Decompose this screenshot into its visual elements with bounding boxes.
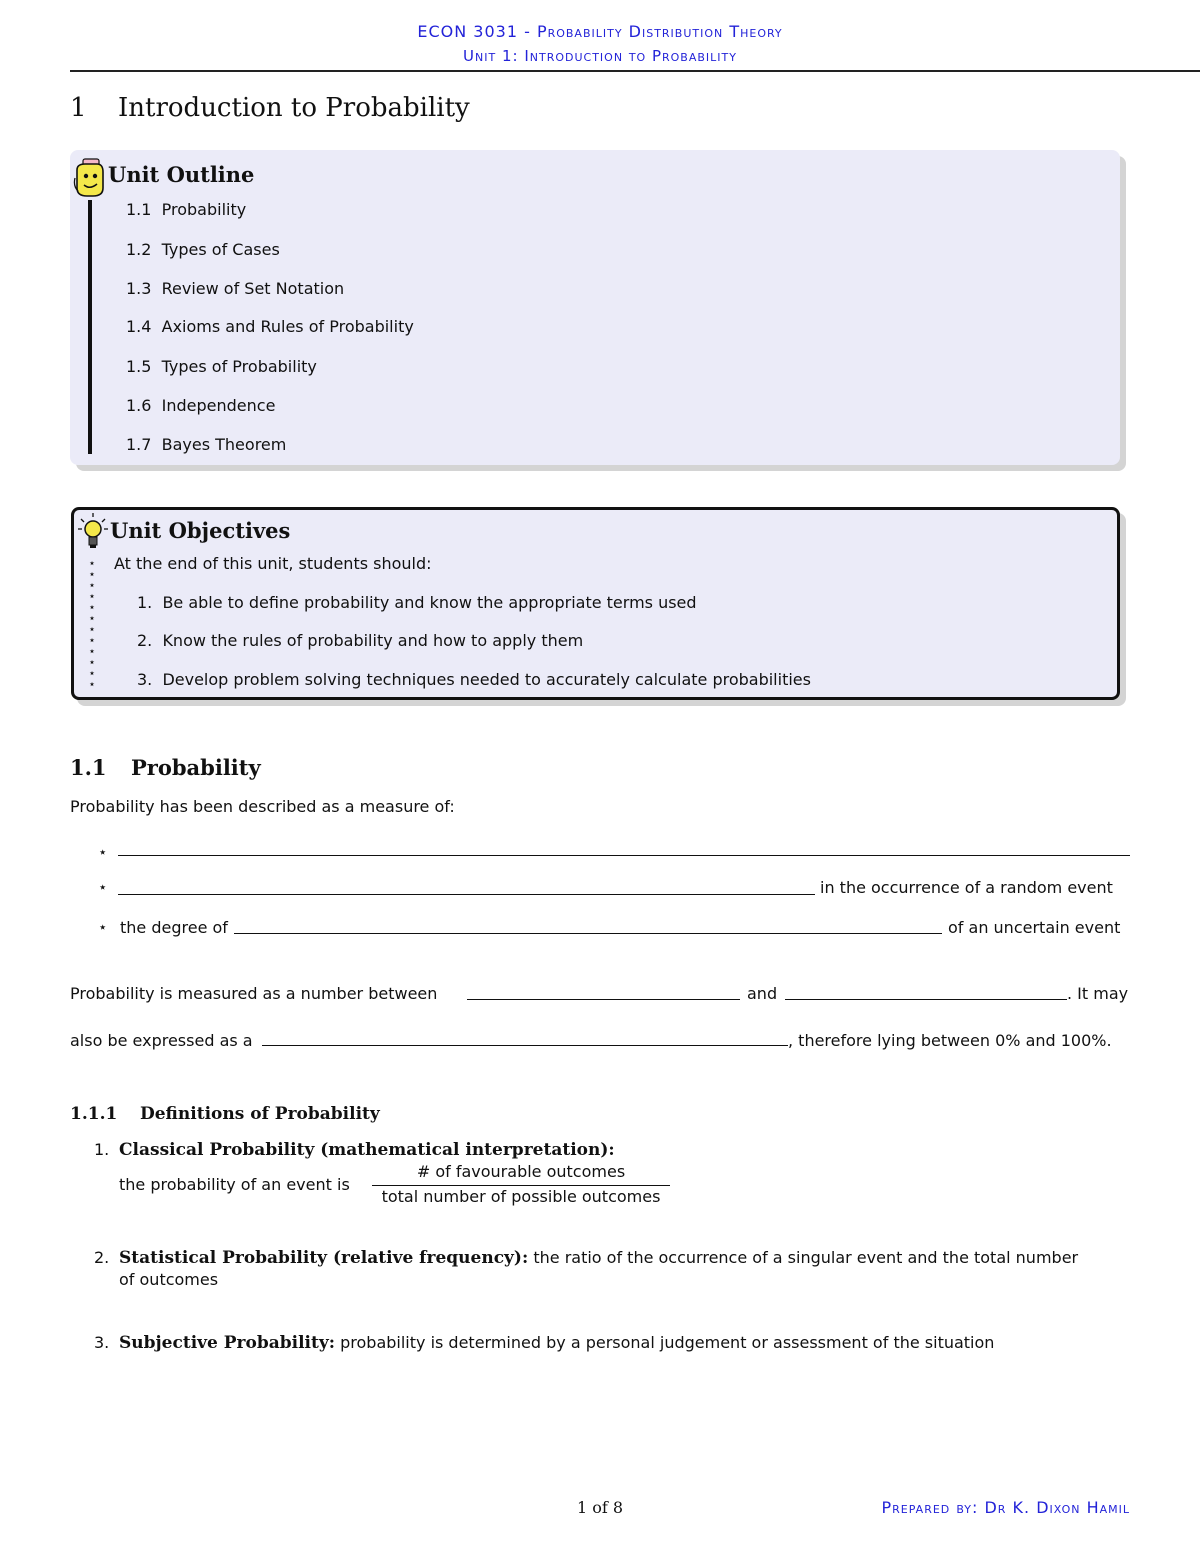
fraction-denominator: total number of possible outcomes: [381, 1187, 661, 1206]
outline-item-number: 1.7: [126, 435, 152, 454]
bullet-star-icon: ⋆: [98, 843, 108, 861]
definition-number: 3.: [94, 1333, 110, 1352]
definition-body: probability is determined by a personal judgement or assessment of the situation: [340, 1333, 995, 1352]
subsection-number: 1.1: [70, 755, 107, 780]
objective-item: [137, 670, 811, 689]
outline-item-number: 1.3: [126, 279, 152, 298]
outline-item-label: Axioms and Rules of Probability: [161, 317, 414, 336]
objectives-star-border: ⋆ ⋆ ⋆ ⋆ ⋆ ⋆ ⋆ ⋆ ⋆ ⋆ ⋆ ⋆: [88, 556, 96, 691]
subsubsection-title: Definitions of Probability: [140, 1104, 380, 1124]
outline-item-number: 1.2: [126, 240, 152, 259]
outline-item[interactable]: [126, 317, 414, 336]
outline-item-number: 1.5: [126, 357, 152, 376]
outline-item-label: Types of Cases: [161, 240, 280, 259]
objectives-intro: At the end of this unit, students should:: [114, 554, 432, 573]
outline-item-number: 1.6: [126, 396, 152, 415]
bullet3-suffix: of an uncertain event: [948, 918, 1121, 937]
definition-paragraph: [119, 1247, 1131, 1269]
subsection-heading: [70, 755, 261, 780]
objective-text: Be able to define probability and know the appropriate terms used: [162, 593, 697, 612]
definition-term: Statistical Probability (relative frequency):: [119, 1248, 529, 1268]
bullet-star-icon: ⋆: [98, 878, 108, 896]
bullet3-prefix: the degree of: [120, 918, 228, 937]
outline-item-label: Probability: [161, 200, 247, 219]
definition-term: Classical Probability (mathematical interpretation):: [119, 1140, 615, 1160]
header-course: ECON 3031 - Probability Distribution Theory: [417, 22, 783, 41]
subsubsection-heading: [70, 1104, 380, 1124]
outline-item[interactable]: [126, 357, 317, 376]
section-number: 1: [70, 93, 87, 123]
measure-and: and: [747, 984, 778, 1003]
objective-text: Know the rules of probability and how to apply them: [162, 631, 584, 650]
objective-item: [137, 593, 697, 612]
footer-author: Prepared by: Dr K. Dixon Hamil: [881, 1498, 1130, 1517]
fraction-bar: [372, 1185, 670, 1186]
outline-item-label: Independence: [161, 396, 276, 415]
definition-body: the probability of an event is: [119, 1175, 350, 1194]
definition-body-continued: of outcomes: [119, 1270, 219, 1289]
blank-line[interactable]: [234, 933, 942, 934]
blank-line[interactable]: [262, 1045, 788, 1046]
probability-intro: Probability has been described as a measure of:: [70, 797, 455, 816]
outline-bar: [88, 200, 92, 454]
objective-number: 2.: [137, 631, 153, 650]
section-heading: [70, 93, 470, 123]
unit-outline-box: [70, 150, 1120, 465]
definition-number: 2.: [94, 1248, 110, 1267]
page-number: 1 of 8: [576, 1498, 624, 1517]
expressed-prefix: also be expressed as a: [70, 1031, 253, 1050]
outline-title: Unit Outline: [108, 162, 255, 187]
outline-item[interactable]: [126, 435, 286, 454]
blank-line[interactable]: [785, 999, 1067, 1000]
outline-item-number: 1.1: [126, 200, 152, 219]
header-rule: [70, 70, 1200, 72]
outline-item[interactable]: [126, 396, 275, 415]
outline-item-label: Types of Probability: [161, 357, 317, 376]
definition-body: the ratio of the occurrence of a singular event and the total number: [533, 1248, 1079, 1267]
definition-paragraph: [119, 1332, 1131, 1354]
definition-number: 1.: [94, 1140, 110, 1159]
outline-item[interactable]: [126, 240, 280, 259]
outline-item-label: Review of Set Notation: [161, 279, 345, 298]
blank-line[interactable]: [118, 894, 815, 895]
objectives-title: Unit Objectives: [110, 518, 291, 543]
subsection-title: Probability: [131, 755, 261, 780]
objective-number: 1.: [137, 593, 153, 612]
measure-prefix: Probability is measured as a number between: [70, 984, 438, 1003]
objective-item: [137, 631, 583, 650]
expressed-suffix: , therefore lying between 0% and 100%.: [788, 1031, 1112, 1050]
objective-text: Develop problem solving techniques needed to accurately calculate probabilities: [162, 670, 811, 689]
header-unit: Unit 1: Introduction to Probability: [463, 47, 737, 65]
outline-item-label: Bayes Theorem: [161, 435, 287, 454]
subsubsection-number: 1.1.1: [70, 1104, 118, 1124]
measure-suffix: . It may: [1067, 984, 1129, 1003]
definition-term: Subjective Probability:: [119, 1333, 336, 1353]
lightbulb-icon: [78, 513, 108, 553]
blank-line[interactable]: [467, 999, 740, 1000]
section-title: Introduction to Probability: [118, 93, 470, 123]
outline-item[interactable]: [126, 200, 246, 219]
reader-face-icon: [73, 158, 107, 202]
fraction-numerator: # of favourable outcomes: [416, 1162, 626, 1181]
objective-number: 3.: [137, 670, 153, 689]
bullet-star-icon: ⋆: [98, 918, 108, 936]
bullet2-suffix: in the occurrence of a random event: [820, 878, 1113, 897]
outline-item-number: 1.4: [126, 317, 152, 336]
blank-line[interactable]: [118, 855, 1130, 856]
outline-item[interactable]: [126, 279, 344, 298]
